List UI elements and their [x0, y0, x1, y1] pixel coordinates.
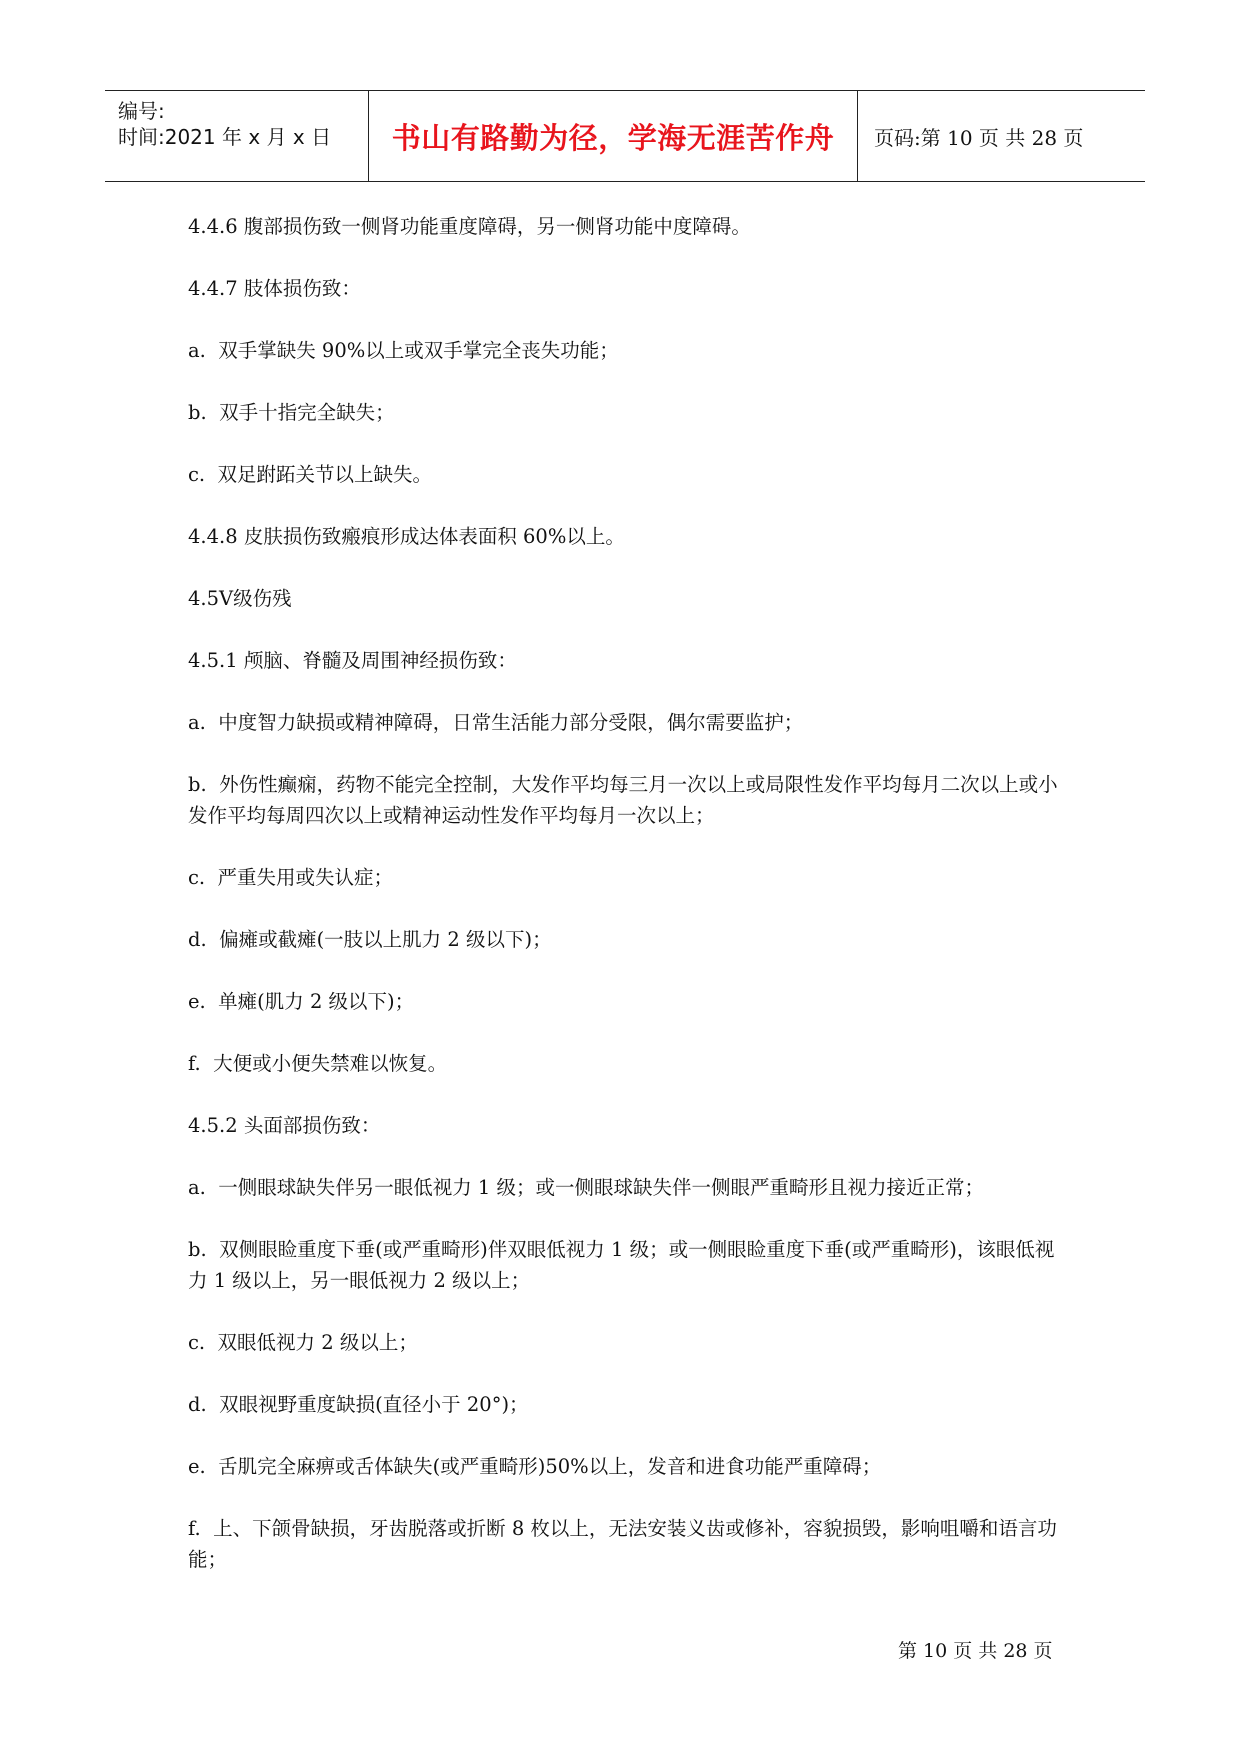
list-item: d. 双眼视野重度缺损(直径小于 20°)；	[188, 1393, 529, 1416]
document-time-label: 时间:2021 年 x 月 x 日	[118, 125, 332, 149]
list-item: f. 大便或小便失禁难以恢复。	[188, 1052, 448, 1075]
page-header	[105, 90, 1145, 182]
list-item: b. 双手十指完全缺失；	[188, 401, 395, 424]
list-item: d. 偏瘫或截瘫(一肢以上肌力 2 级以下)；	[188, 928, 552, 951]
list-item: e. 舌肌完全麻痹或舌体缺失(或严重畸形)50%以上，发音和进食功能严重障碍；	[188, 1455, 882, 1478]
list-item: f. 上、下颌骨缺损，牙齿脱落或折断 8 枚以上，无法安装义齿或修补，容貌损毁，影响咀嚼和语言功能；	[188, 1517, 1057, 1571]
list-item: b. 外伤性癫痫，药物不能完全控制，大发作平均每三月一次以上或局限性发作平均每月二次以上或小发作平均每周四次以上或精神运动性发作平均每月一次以上；	[188, 773, 1058, 827]
document-number-label: 编号:	[118, 99, 165, 123]
paragraph: 4.5.2 头面部损伤致：	[188, 1114, 381, 1137]
paragraph: 4.4.6 腹部损伤致一侧肾功能重度障碍，另一侧肾功能中度障碍。	[188, 215, 751, 238]
paragraph: 4.4.7 肢体损伤致：	[188, 277, 361, 300]
list-item: c. 双眼低视力 2 级以上；	[188, 1331, 418, 1354]
list-item: a. 双手掌缺失 90%以上或双手掌完全丧失功能；	[188, 339, 619, 362]
paragraph: 4.4.8 皮肤损伤致瘢痕形成达体表面积 60%以上。	[188, 525, 625, 548]
list-item: c. 严重失用或失认症；	[188, 866, 394, 889]
list-item: e. 单瘫(肌力 2 级以下)；	[188, 990, 415, 1013]
list-item: c. 双足跗跖关节以上缺失。	[188, 463, 433, 486]
header-page-label: 页码:第 10 页 共 28 页	[874, 125, 1084, 150]
header-motto-cell	[369, 91, 858, 181]
section-heading: 4.5Ⅴ级伤残	[188, 587, 292, 610]
paragraph: 4.5.1 颅脑、脊髓及周围神经损伤致：	[188, 649, 517, 672]
list-item: a. 中度智力缺损或精神障碍，日常生活能力部分受限，偶尔需要监护；	[188, 711, 804, 734]
list-item: b. 双侧眼睑重度下垂(或严重畸形)伴双眼低视力 1 级；或一侧眼睑重度下垂(或严重畸形)，该眼低视力 1 级以上，另一眼低视力 2 级以上；	[188, 1238, 1055, 1292]
list-item: a. 一侧眼球缺失伴另一眼低视力 1 级；或一侧眼球缺失伴一侧眼严重畸形且视力接近正常；	[188, 1176, 985, 1199]
header-meta-cell	[105, 91, 369, 181]
motto-text: 书山有路勤为径，学海无涯苦作舟	[391, 120, 835, 155]
page-footer: 第 10 页 共 28 页	[898, 1640, 1053, 1662]
header-page-cell	[858, 91, 1145, 181]
